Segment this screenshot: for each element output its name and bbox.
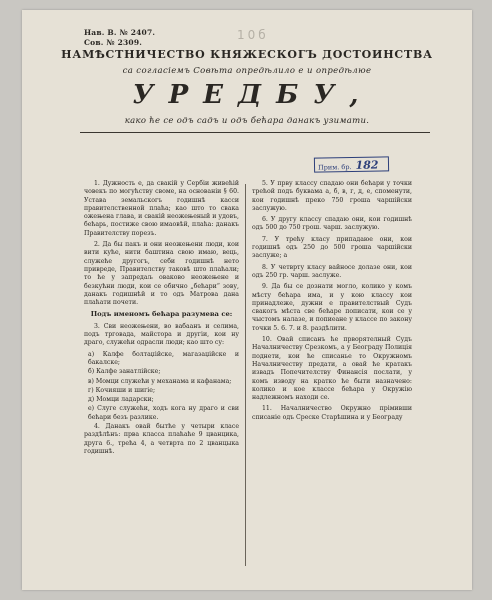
reference-number-2: Сов. № 2309. [84, 38, 143, 47]
list-item: а) Калфе болтаџійске, магазаџійске и бакалске; [88, 350, 239, 366]
stamp-handwritten-number: 182 [355, 158, 379, 172]
paragraph: 7. У трећу класу припадаюе они, кои годишнѣ одъ 250 до 500 гроша чаршійски заслуже; а [252, 235, 412, 260]
pencil-annotation: 10б [237, 28, 269, 42]
stamp-label: Прим. бр. [317, 163, 352, 172]
paragraph: 10. Овай списанъ ће прворятелный Судъ Началничеству Срезкомъ, а у Београду Полиція поднети, кои ће списанье то Окружномъ Началничеству предати, а овай ће кратакъ извадъ Попечителству Финансія послати, у комъ изводу на кратко ће быти назначено: колико и кое классе бећара у Окружію надлежномъ находи се. [252, 336, 412, 402]
paragraph: 2. Да бы пакъ и они неожењени люди, кои вити куће, нити баштина свою имаю, вець, служеће другогъ, себи годишнѣ нето привреде, Правителству таковѣ што плаћали; то ће у запредаљ оваково неожењене и безкућни люди, кои се обично „бећари“ зову, данакъ годишнѣй и то одъ Матрова дана плаћати почети. [84, 241, 239, 307]
paragraph: 6. У другу классу спадаю они, кои годишнѣ одъ 500 до 750 грош. чарш. заслужую. [252, 216, 412, 232]
agreement-line: са согласіемъ Совѣта опредѣлило е и опредѣлюе [122, 66, 372, 76]
reference-number-1: Нав. В. № 2407. [84, 28, 156, 37]
right-text-column [252, 180, 412, 425]
issuing-authority: НАМѢСТНИЧЕСТВО КНЯЖЕСКОГЪ ДОСТОИНСТВА [61, 48, 433, 61]
left-text-column [84, 180, 239, 459]
paragraph: 8. У четврту класу вайносе долазе они, кои одъ 250 гр. чарш. заслуже. [252, 263, 412, 279]
list-item: д) Момци ладарски; [88, 396, 154, 404]
list-item: в) Момци служећи у механама и кафанама; [88, 377, 232, 385]
list-item: б) Калфе занатлійске; [88, 368, 161, 376]
list-item: г) Кочияши и шигіе; [88, 386, 156, 394]
paragraph: 9. Да бы се дознати могло, колико у комъ мѣсту бећара има, и у кою классу кои принадлеже, дужни е правителствый Судъ свакогъ мѣста све бећаре пописати, кои се у чыстомъ налазе, и попиеане у классе по закону точки 5. 6. 7. и 8. раздѣлити. [252, 283, 412, 332]
paragraph: 1. Дужность е, да свакій у Сербіи живећій човекъ по могућству своме, на основаніи § 60. Устава земальскогъ годишнѣ касси правителственной плаћа; као што то свака ожењена глава, и свакій неожењеный и удовъ, бећарь, постиже свою имаовѣй, плаћа: данакъ Правителству порезъ. [84, 180, 239, 237]
column-divider [245, 184, 246, 566]
paragraph: 11. Началничество Окружно прімивши списаніе одъ Среске Старѣшина и у Београду [252, 405, 412, 421]
title-divider [80, 132, 430, 133]
document-page [22, 10, 472, 590]
paragraph: 5. У прву классу спадаю они бећари у точки трећой подъ буквама а, б, в, г, д, е, споменути, кои годишнѣ преко 750 гроша чаршійски заслужую. [252, 180, 412, 212]
paragraph: 4. Данакъ овай бытће у четыри класе раздѣлѣнъ: прва класса плаћаће 9 цванцика, друга 6., трећа 4, а четврта по 2 цванцыка годишнѣ. [84, 423, 239, 455]
document-title: УРЕДБУ, [132, 80, 374, 110]
section-heading: Подъ именомъ бећара разумева се: [90, 310, 233, 319]
paragraph: 3. Сви неожењени, во вабаанъ и селима, подъ трговада, майстора и другіи, кои ну драго, служећи одрасли люди; као што су: [84, 322, 239, 347]
list-item: е) Слуге служећи, ходъ кога ну драго и сви бећари безъ разлике. [88, 405, 239, 421]
registry-stamp [314, 156, 389, 172]
document-subtitle: како ће се одъ садъ и одъ бећара данакъ узимати. [124, 116, 370, 126]
